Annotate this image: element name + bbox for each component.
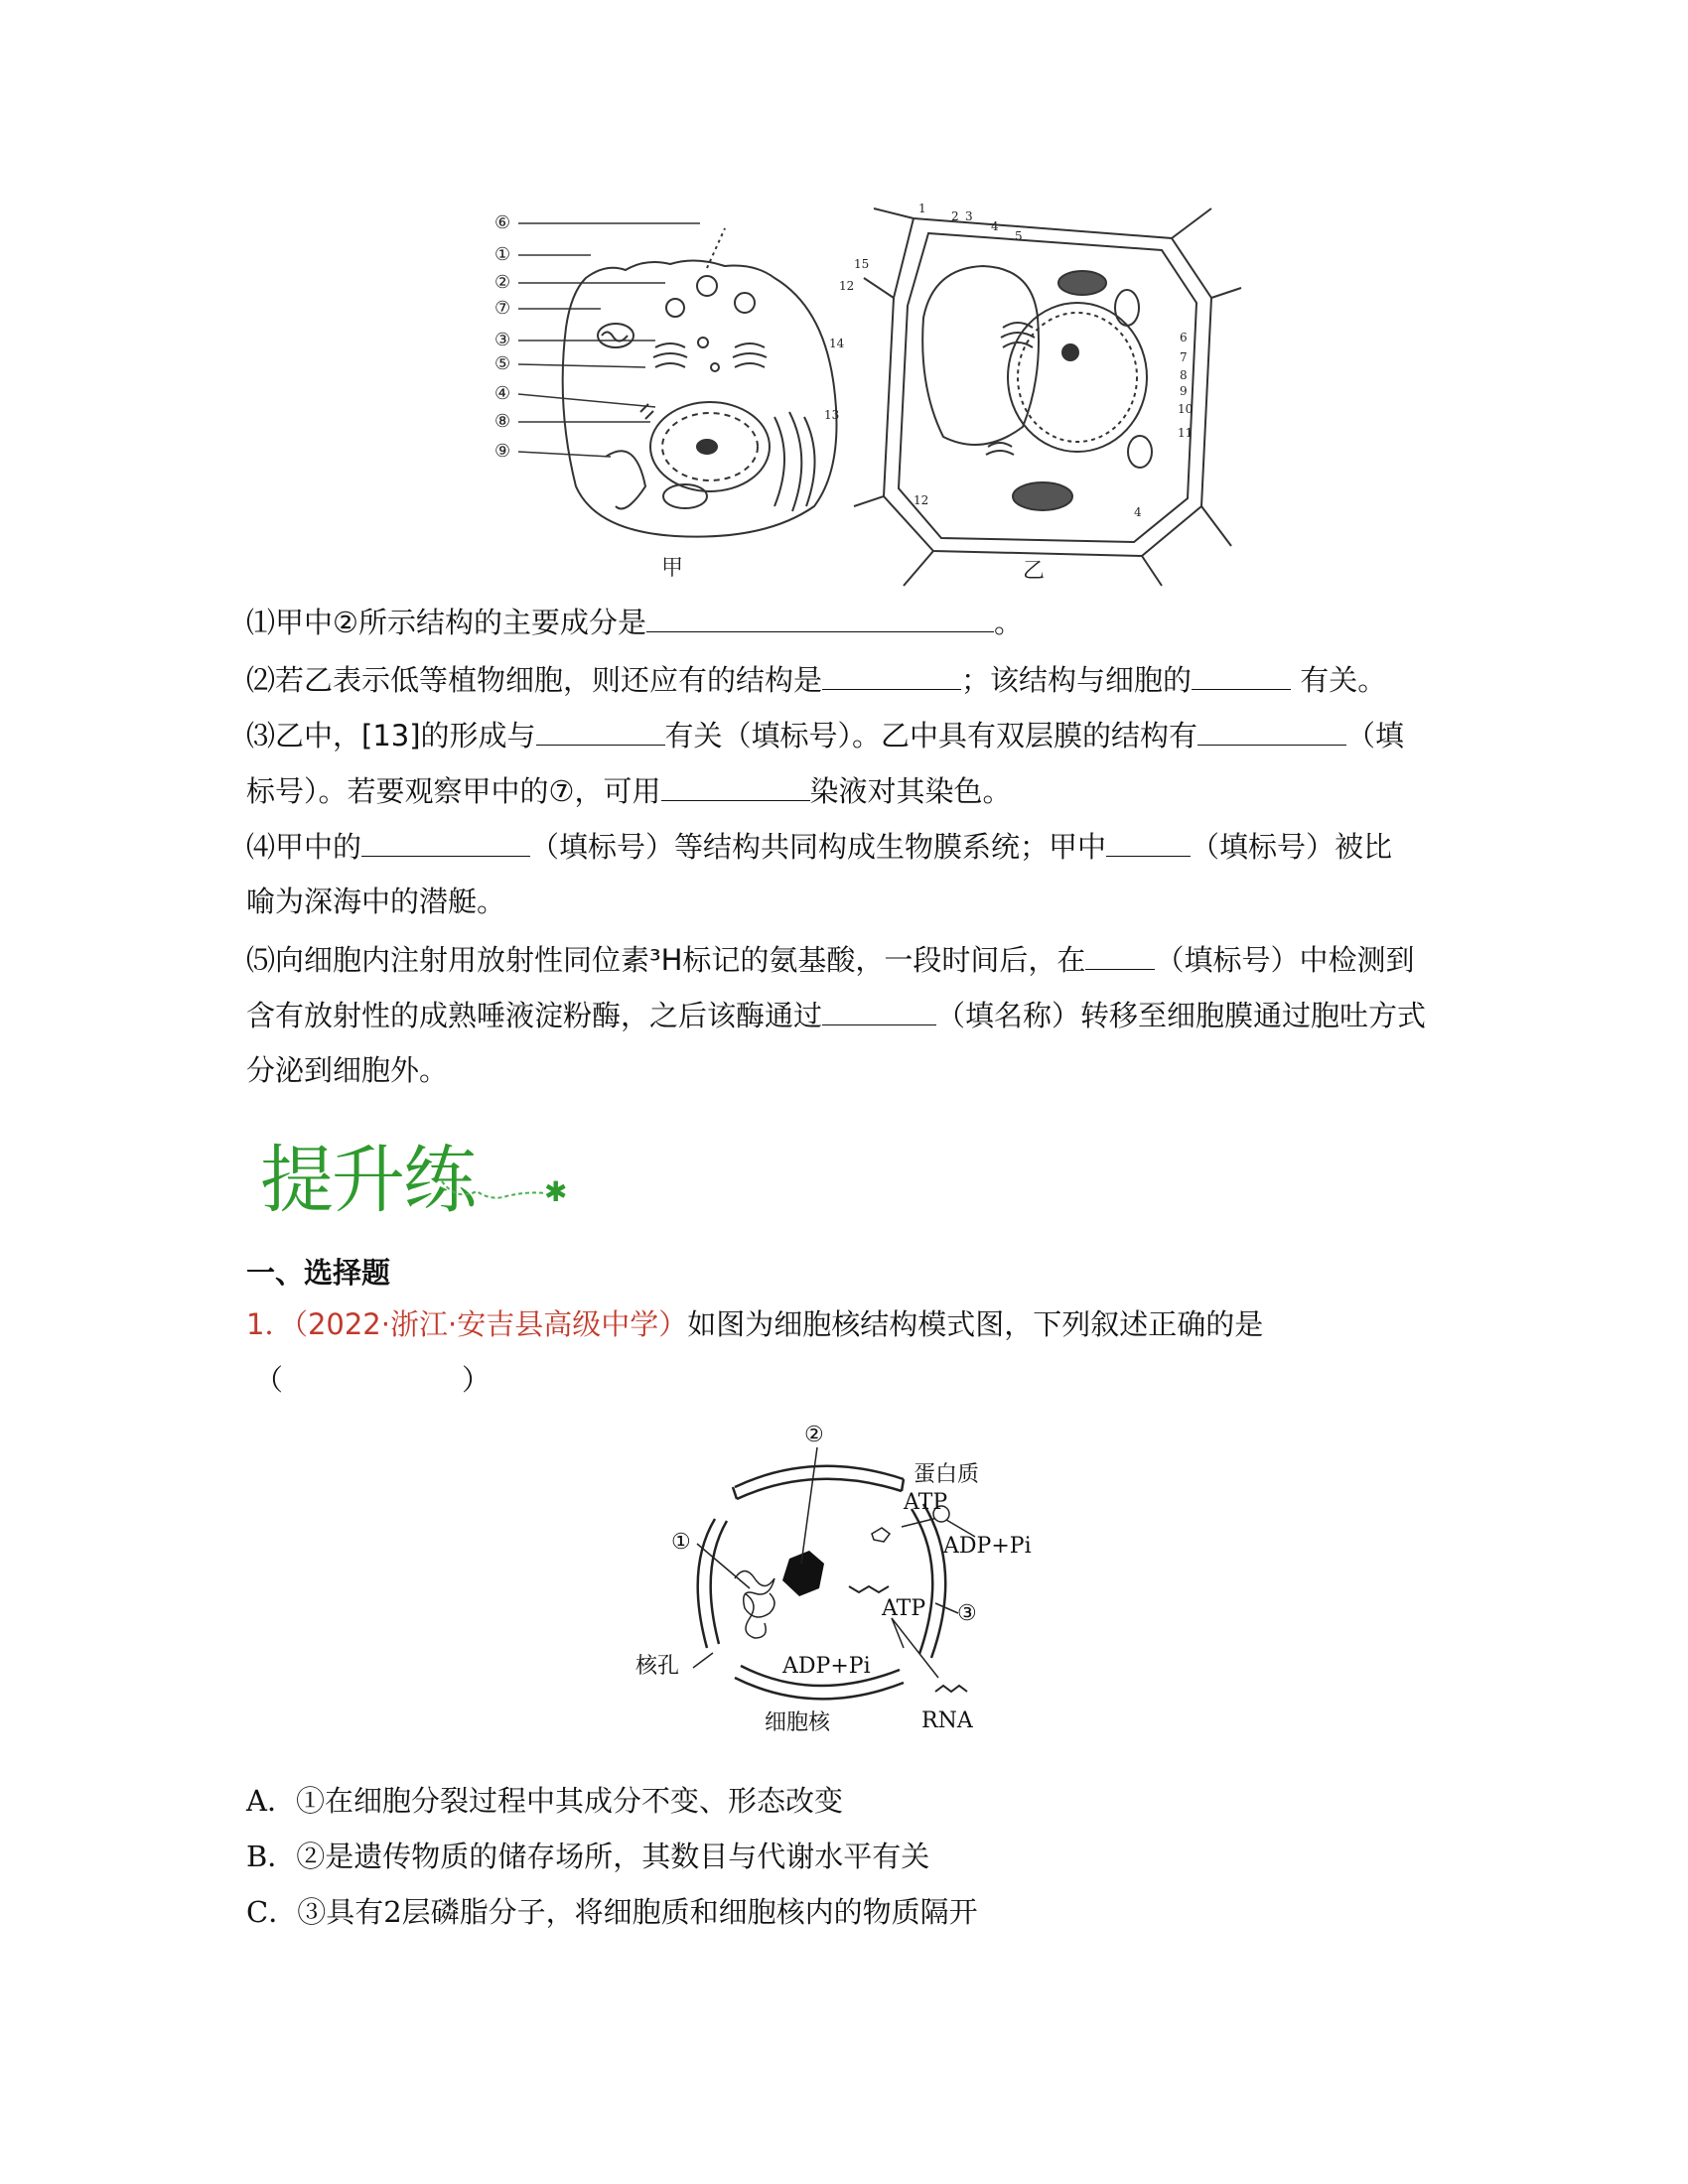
caption-yi: 乙 [1023, 559, 1046, 584]
nucleus-label: 细胞核 [765, 1710, 831, 1735]
yi-label-12a: 12 [839, 279, 855, 293]
yi-label-4b: 4 [1134, 505, 1142, 519]
question-source: （2022·浙江·安吉县高级中学） [293, 1307, 688, 1341]
cell-structure-figure [494, 202, 1211, 596]
section-title: 一、选择题 [246, 1256, 391, 1290]
option-c[interactable]: C．③具有2层磷脂分子，将细胞质和细胞核内的物质隔开 [246, 1895, 978, 1929]
jia-label-2: ② [494, 272, 511, 293]
envelope-left [698, 1519, 715, 1648]
answer-blank[interactable] [1192, 659, 1291, 690]
jia-label-4: ④ [494, 383, 511, 404]
question-4-line-2: 喻为深海中的潜艇。 [246, 885, 506, 918]
yi-label-4a: 4 [991, 219, 999, 233]
label-3: ③ [957, 1601, 977, 1626]
jia-label-6: ⑥ [494, 212, 511, 233]
answer-parentheses: （ ） [254, 1363, 492, 1397]
jia-label-7: ⑦ [494, 298, 511, 319]
yi-label-13: 13 [824, 408, 840, 422]
question-4-line-1: ⑷甲中的 （填标号）等结构共同构成生物膜系统；甲中 （填标号）被比 [246, 826, 1392, 867]
svg-text:✱: ✱ [544, 1175, 568, 1208]
rna-label: RNA [921, 1708, 973, 1733]
yi-label-6: 6 [1180, 331, 1188, 344]
protein-label: 蛋白质 [914, 1462, 980, 1487]
jia-label-3: ③ [494, 330, 511, 350]
question-5-line-2: 含有放射性的成熟唾液淀粉酶，之后该酶通过 （填名称）转移至细胞膜通过胞吐方式 [246, 995, 1426, 1035]
answer-blank[interactable] [361, 826, 530, 857]
section-banner: 提升练 [260, 1138, 475, 1223]
choice-question-1 [246, 1304, 1263, 1344]
answer-blank[interactable] [661, 770, 810, 801]
question-1-line: ⑴甲中②所示结构的主要成分是 。 [246, 602, 1023, 642]
question-number: 1． [246, 1307, 294, 1341]
question-3-line-1: ⑶乙中，[13]的形成与 有关（填标号）。乙中具有双层膜的结构有 （填 [246, 715, 1404, 755]
envelope-right [923, 1504, 945, 1658]
jia-label-1: ① [494, 244, 511, 265]
jia-label-5: ⑤ [494, 353, 511, 374]
yi-label-8: 8 [1180, 368, 1188, 382]
answer-blank[interactable] [536, 715, 665, 746]
adp-label-mid: ADP+Pi [782, 1654, 871, 1679]
answer-blank[interactable] [1197, 715, 1346, 746]
adp-label-top: ADP+Pi [943, 1534, 1032, 1559]
yi-label-3: 3 [965, 209, 973, 223]
yi-label-2: 2 [951, 209, 959, 223]
atp-label-top: ATP [904, 1490, 948, 1515]
answer-blank[interactable] [822, 995, 936, 1025]
yi-label-5: 5 [1015, 229, 1023, 243]
yi-label-15: 15 [854, 257, 870, 271]
option-a[interactable]: A．①在细胞分裂过程中其成分不变、形态改变 [246, 1784, 843, 1818]
answer-blank[interactable] [822, 659, 961, 690]
question-5-line-1: ⑸向细胞内注射用放射性同位素³H标记的氨基酸，一段时间后，在 （填标号）中检测到 [246, 939, 1414, 980]
label-1: ① [671, 1530, 691, 1555]
envelope-bottom [735, 1678, 904, 1699]
answer-blank[interactable] [646, 602, 994, 632]
yi-label-11: 11 [1178, 426, 1194, 440]
nucleus-structure-figure [616, 1410, 1072, 1767]
jia-label-8: ⑧ [494, 411, 511, 432]
atp-label-mid: ATP [882, 1596, 926, 1621]
yi-label-10: 10 [1178, 402, 1194, 416]
answer-blank[interactable] [1106, 826, 1191, 857]
nuclear-pore-label: 核孔 [635, 1654, 680, 1679]
question-5-line-3: 分泌到细胞外。 [246, 1053, 449, 1087]
animal-cell-labels [494, 212, 510, 462]
yi-label-1: 1 [918, 202, 926, 215]
nucleolus [782, 1551, 824, 1596]
yi-label-9: 9 [1180, 384, 1188, 398]
animal-cell-diagram [563, 228, 840, 537]
yi-label-14: 14 [829, 337, 845, 350]
jia-label-9: ⑨ [494, 441, 511, 462]
question-2-line: ⑵若乙表示低等植物细胞，则还应有的结构是 ；该结构与细胞的 有关。 [246, 659, 1386, 700]
yi-label-7: 7 [1180, 350, 1188, 364]
answer-blank[interactable] [1085, 939, 1155, 970]
label-2: ② [804, 1423, 824, 1447]
caption-jia: 甲 [661, 556, 684, 581]
question-3-line-2: 标号）。若要观察甲中的⑦，可用 染液对其染色。 [246, 770, 1012, 811]
option-b[interactable]: B．②是遗传物质的储存场所，其数目与代谢水平有关 [246, 1840, 930, 1873]
question-stem: 如图为细胞核结构模式图，下列叙述正确的是 [687, 1307, 1264, 1341]
banner-decoration [437, 1171, 576, 1211]
yi-label-12b: 12 [914, 493, 929, 507]
